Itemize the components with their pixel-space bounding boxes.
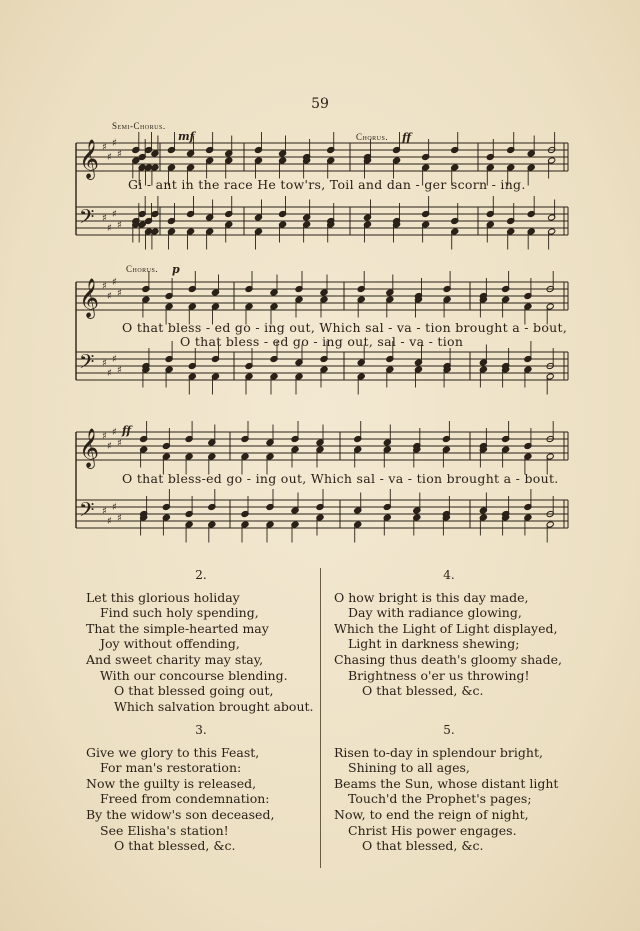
verse-line: Now, to end the reign of night, [334,806,529,822]
lyrics-system-2-line-1: O that bless - ed go - ing out, Which sal - va - tion brought a - bout, [122,320,568,335]
treble-clef: 𝄞 [79,139,100,179]
sharp-sign: ♯ [102,281,107,292]
sharp-sign: ♯ [112,427,117,438]
verse-line: O how bright is this day made, [334,589,529,605]
verse-number: 3. [195,723,207,737]
verse-line: And sweet charity may stay, [86,651,264,667]
chorus-label-2: Chorus. [126,264,159,274]
sharp-sign: ♯ [107,441,112,452]
verse-line: Joy without offending, [100,636,240,652]
verse-2 [86,568,316,714]
verse-3 [86,723,316,854]
sharp-sign: ♯ [117,149,122,160]
verse-line: Day with radiance glowing, [348,605,522,621]
sharp-sign: ♯ [112,209,117,220]
verse-line: For man's restoration: [100,760,242,776]
verse-line: Which salvation brought about. [114,698,314,714]
sharp-sign: ♯ [102,358,107,369]
sharp-sign: ♯ [117,513,122,524]
verse-4 [334,568,564,699]
verse-line: That the simple-hearted may [86,620,269,636]
sharp-sign: ♯ [102,142,107,153]
verse-line: Now the guilty is released, [86,775,257,791]
verse-line: Which the Light of Light displayed, [334,620,558,636]
lyrics-system-1: Gi - ant in the race He tow'rs, Toil and dan - ger scorn - ing. [128,177,526,192]
verse-line: Give we glory to this Feast, [86,744,260,760]
sharp-sign: ♯ [112,354,117,365]
verse-line: Christ His power engages. [348,822,517,838]
bass-clef: 𝄢 [79,498,95,526]
verse-5 [334,723,564,854]
verse-line: O that blessed, &c. [362,838,484,854]
verse-number: 4. [443,568,455,582]
verse-line: O that blessed, &c. [362,683,484,699]
verse-line: Brightness o'er us throwing! [348,667,530,683]
sharp-sign: ♯ [112,138,117,149]
sharp-sign: ♯ [107,516,112,527]
dynamic-p: p [172,263,180,276]
dynamic-ff-1: ff [402,131,412,144]
sharp-sign: ♯ [102,213,107,224]
sharp-sign: ♯ [112,502,117,513]
verse-line: O that blessed, &c. [114,838,236,854]
verse-number: 5. [443,723,455,737]
verse-line: Light in darkness shewing; [348,636,520,652]
sharp-sign: ♯ [107,152,112,163]
dynamic-mf: mf [178,130,195,143]
verse-line: Touch'd the Prophet's pages; [348,791,532,807]
bass-clef: 𝄢 [79,350,95,378]
verse-line: Find such holy spending, [100,605,259,621]
verse-line: O that blessed going out, [114,683,274,699]
verse-line: Beams the Sun, whose distant light [334,775,559,791]
sharp-sign: ♯ [107,223,112,234]
column-divider [320,568,321,868]
verse-line: Freed from condemnation: [100,791,270,807]
sharp-sign: ♯ [117,438,122,449]
sharp-sign: ♯ [117,365,122,376]
lyrics-system-3: O that bless-ed go - ing out, Which sal - va - tion brought a - bout. [122,471,559,486]
verse-line: With our concourse blending. [100,667,288,683]
sharp-sign: ♯ [112,277,117,288]
sharp-sign: ♯ [107,291,112,302]
semi-chorus-label: Semi-Chorus. [112,121,166,131]
verse-line: Chasing thus death's gloomy shade, [334,651,562,667]
verse-line: By the widow's son deceased, [86,806,275,822]
sharp-sign: ♯ [117,288,122,299]
dynamic-ff-2: ff [122,424,132,437]
sharp-sign: ♯ [102,431,107,442]
treble-clef: 𝄞 [79,278,100,318]
verse-line: Shining to all ages, [348,760,470,776]
verse-line: Risen to-day in splendour bright, [334,744,543,760]
page-number: 59 [311,96,329,112]
verse-number: 2. [195,568,207,582]
chorus-label-1: Chorus. [356,132,389,142]
bass-clef: 𝄢 [79,205,95,233]
sharp-sign: ♯ [102,506,107,517]
verse-line: Let this glorious holiday [86,589,240,605]
sharp-sign: ♯ [117,220,122,231]
treble-clef: 𝄞 [79,428,100,468]
lyrics-system-2-line-2: O that bless - ed go - ing out, sal - va - tion [180,334,464,349]
sharp-sign: ♯ [107,368,112,379]
verse-line: See Elisha's station! [100,822,229,838]
